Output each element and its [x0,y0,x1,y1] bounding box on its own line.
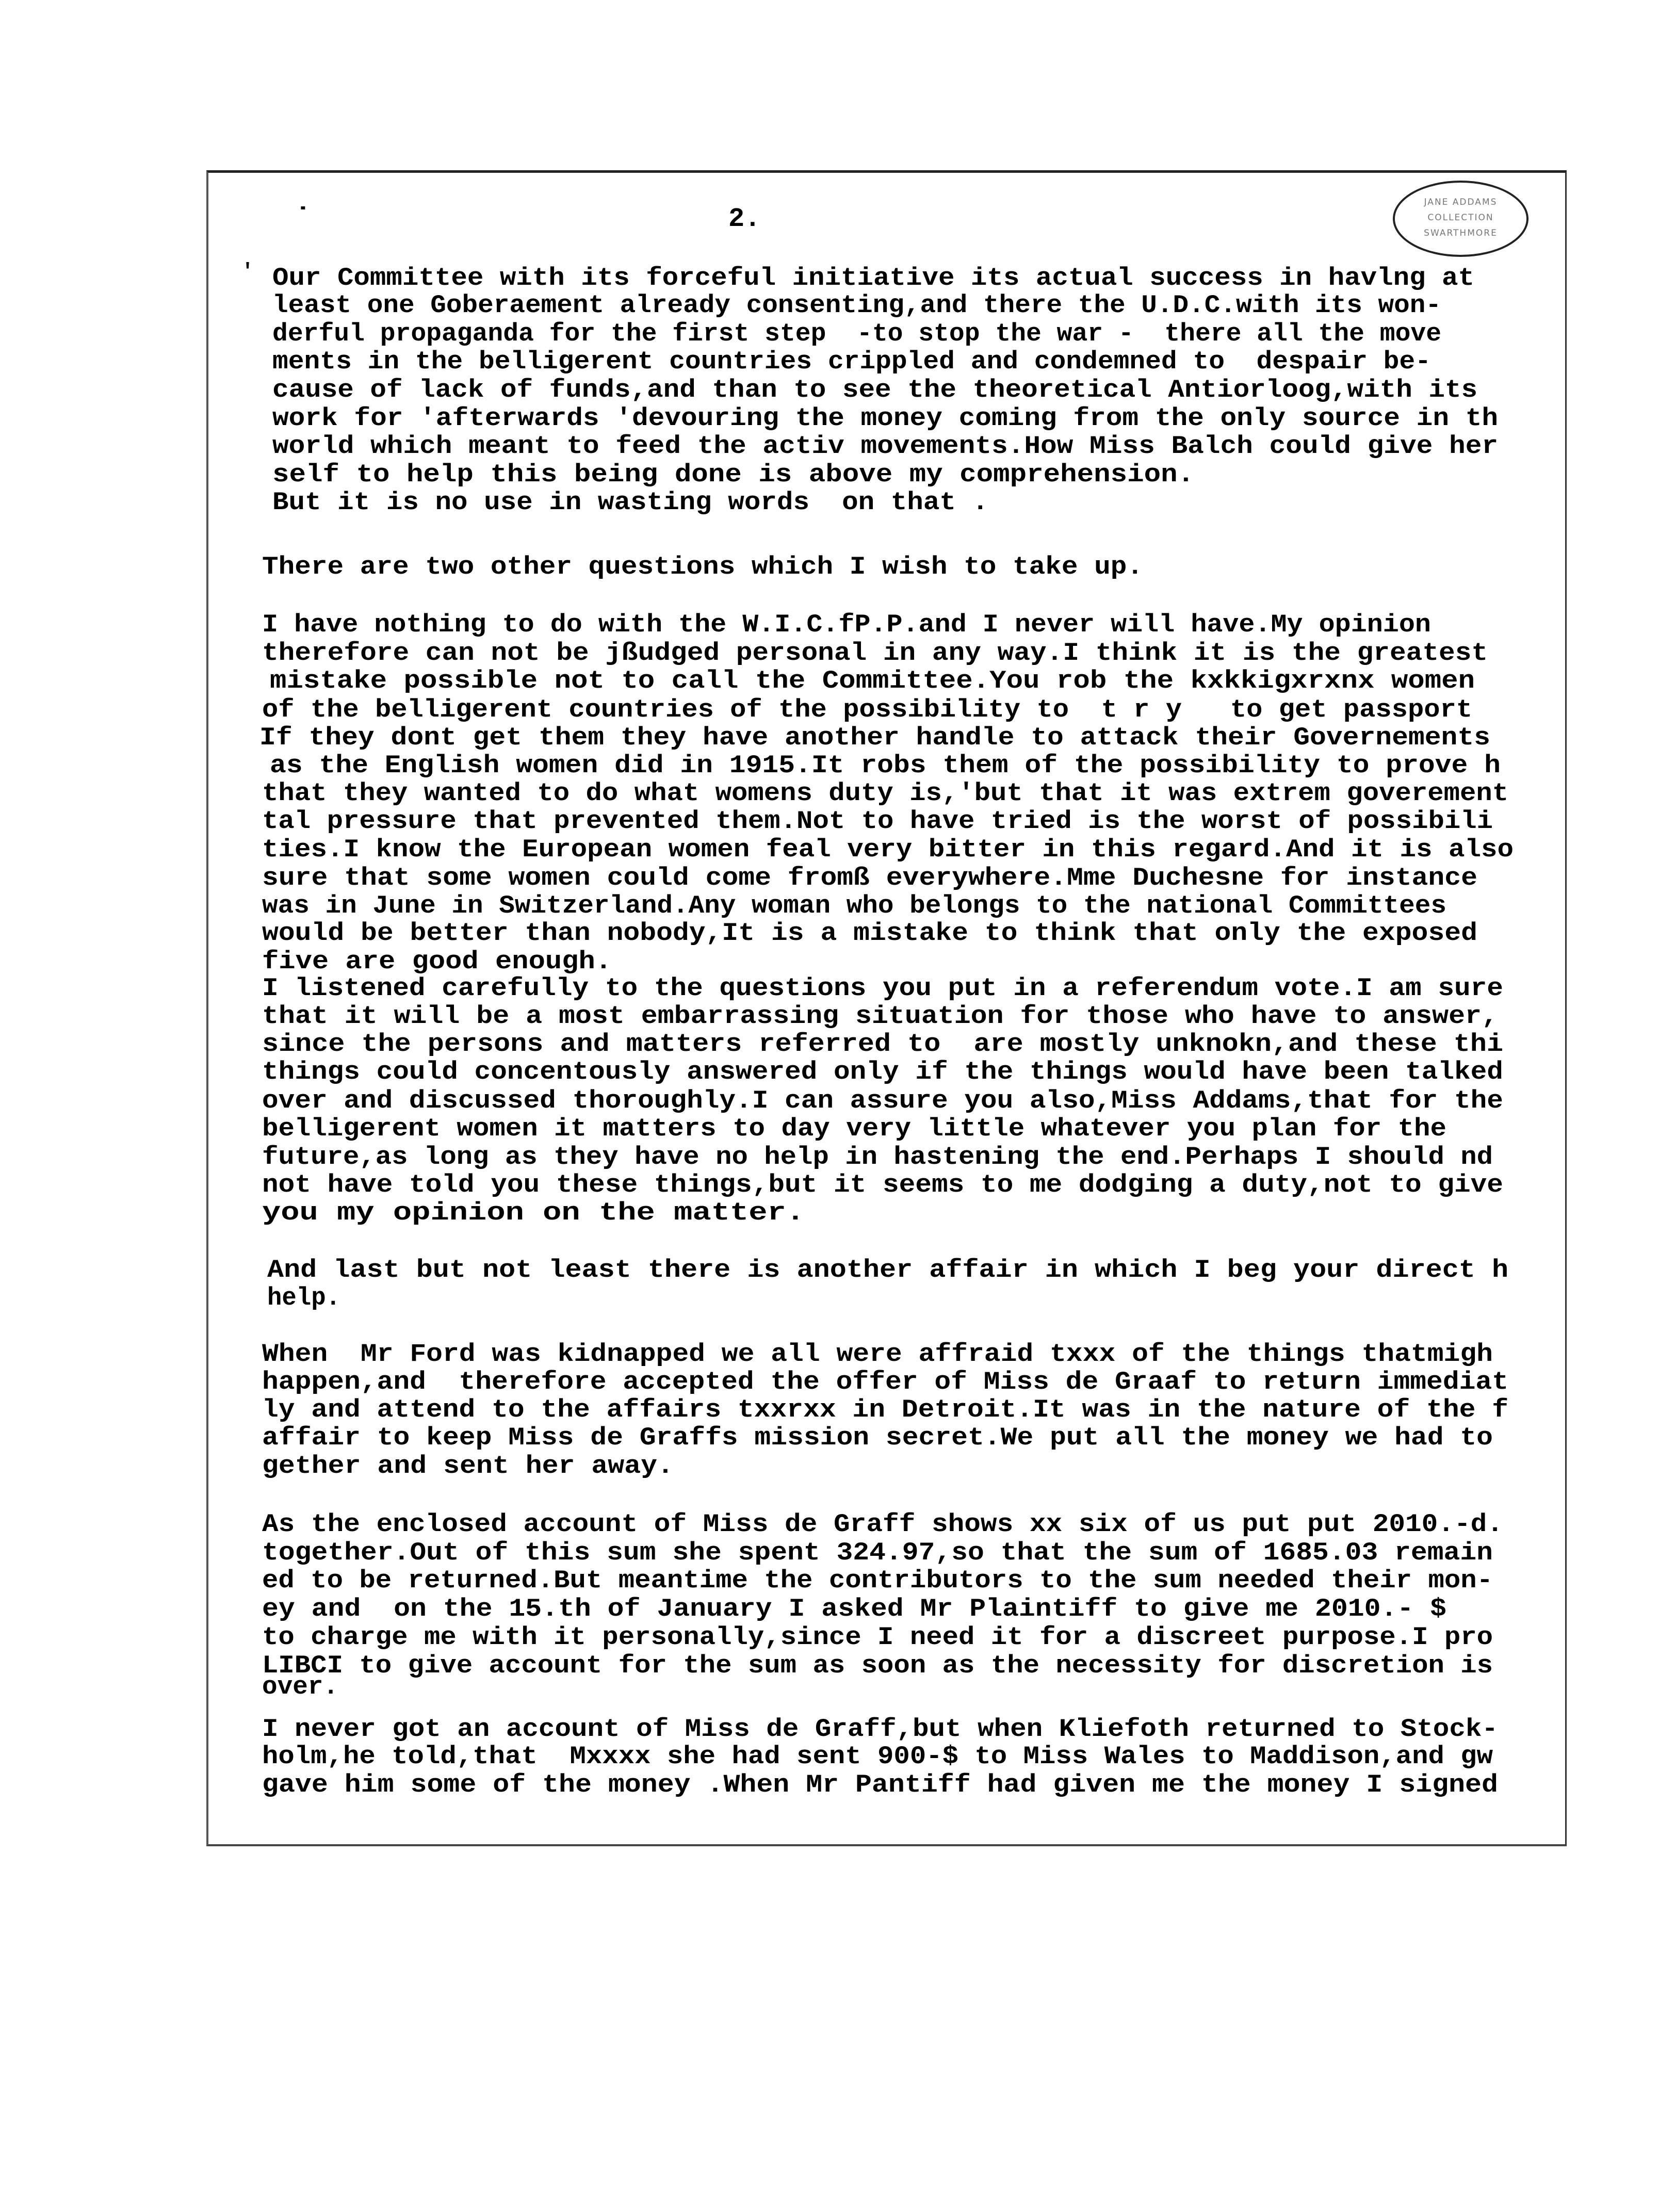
text-line: therefore can not be jßudged personal in any way.I think it is the greatest [262,639,1488,668]
text-line: work for 'afterwards 'devouring the money coming from the only source in th [272,404,1499,433]
text-line: ed to be returned.But meantime the contributors to the sum needed their mon- [262,1566,1493,1595]
text-line: over. [262,1672,339,1701]
text-line: And last but not least there is another affair in which I beg your direct h [267,1256,1509,1284]
text-line: cause of lack of funds,and than to see the theoretical Antiorloog,with its [272,376,1478,404]
text-line: that it will be a most embarrassing situation for those who have to answer, [262,1002,1498,1031]
text-line: As the enclosed account of Miss de Graff shows xx six of us put put 2010.-d. [262,1510,1503,1539]
text-line: sure that some women could come fromß everywhere.Mme Duchesne for instance [262,864,1477,892]
text-line: mistake possible not to call the Committee.You rob the kxkkigxrxnx women [270,666,1475,695]
text-line: self to help this being done is above my comprehension. [272,460,1195,489]
text-line: Our Committee with its forceful initiative its actual success in havlng at [272,264,1475,292]
text-line: you my opinion on the matter. [262,1198,805,1227]
text-line: ly and attend to the affairs txxrxx in Detroit.It was in the nature of the f [262,1395,1509,1424]
text-line: When Mr Ford was kidnapped we all were affraid txxx of the things thatmigh [262,1340,1493,1369]
text-line: I never got an account of Miss de Graff,but when Kliefoth returned to Stock- [262,1715,1498,1744]
text-line: LIBCI to give account for the sum as soon as the necessity for discretion is [262,1651,1493,1680]
stray-mark: ' [241,261,254,284]
text-line: I listened carefully to the questions you put in a referendum vote.I am sure [262,974,1503,1003]
text-line: to charge me with it personally,since I need it for a discreet purpose.I pro [262,1623,1493,1652]
text-line: that they wanted to do what womens duty is,'but that it was extrem goverement [262,779,1509,808]
text-line: belligerent women it matters to day very little whatever you plan for the [262,1114,1446,1143]
text-line: If they dont get them they have another handle to attack their Governements [259,723,1490,752]
text-line: derful propaganda for the first step -to stop the war - there all the move [272,319,1442,348]
text-line: five are good enough. [262,947,612,976]
text-line: since the persons and matters referred to are mostly unknokn,and these thi [262,1030,1504,1059]
text-line: ey and on the 15.th of January I asked Mr Plaintiff to give me 2010.- $ [262,1595,1447,1623]
text-line: as the English women did in 1915.It robs them of the possibility to prove h [270,751,1501,780]
text-line: affair to keep Miss de Graffs mission secret.We put all the money we had to [262,1423,1493,1452]
text-line: ties.I know the European women feal very bitter in this regard.And it is also [262,835,1514,864]
text-line: happen,and therefore accepted the offer of Miss de Graaf to return immediat [262,1368,1509,1396]
text-line: holm,he told,that Mxxxx she had sent 900-$ to Miss Wales to Maddison,and gw [262,1742,1493,1771]
stamp-line: SWARTHMORE [1424,228,1498,238]
text-line: tal pressure that prevented them.Not to have tried is the worst of possibili [262,807,1493,836]
text-line: But it is no use in wasting words on that . [272,488,989,517]
text-line: of the belligerent countries of the possibility to t r y to get passport [262,695,1473,724]
text-line: was in June in Switzerland.Any woman who belongs to the national Committees [262,891,1446,920]
archive-stamp [1393,181,1528,257]
stray-mark: ˙ [294,204,312,237]
text-line: not have told you these things,but it seems to me dodging a duty,not to give [262,1170,1503,1199]
text-line: world which meant to feed the activ movements.How Miss Balch could give her [272,432,1499,461]
text-line: gave him some of the money .When Mr Pantiff had given me the money I signed [262,1770,1498,1799]
text-line: things could concentously answered only if the things would have been talked [262,1058,1503,1086]
text-line: ments in the belligerent countries crippled and condemned to despair be- [272,347,1431,376]
text-line: would be better than nobody,It is a mistake to think that only the exposed [262,919,1477,948]
stamp-line: COLLECTION [1427,213,1494,223]
text-line: gether and sent her away. [262,1452,674,1481]
text-line: future,as long as they have no help in hastening the end.Perhaps I should nd [262,1143,1493,1172]
text-line: together.Out of this sum she spent 324.97,so that the sum of 1685.03 remain [262,1538,1493,1567]
text-line: There are two other questions which I wish to take up. [262,552,1144,581]
text-line: over and discussed thoroughly.I can assure you also,Miss Addams,that for the [262,1086,1503,1115]
stamp-line: JANE ADDAMS [1424,197,1498,207]
text-line: least one Goberaement already consenting,and there the U.D.C.with its won- [272,291,1442,320]
text-line: I have nothing to do with the W.I.C.fP.P.and I never will have.My opinion [262,610,1431,639]
text-line: help. [267,1283,341,1312]
page-number: 2. [728,204,761,234]
